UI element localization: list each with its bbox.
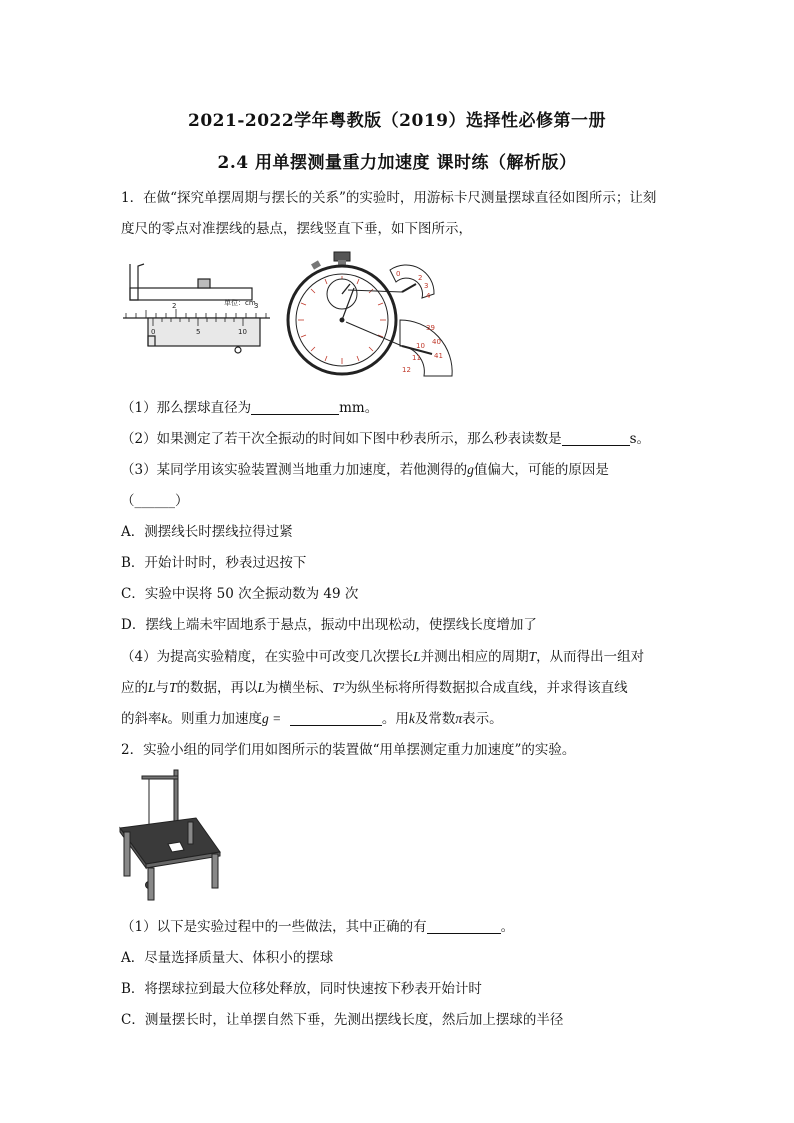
q1-option-b: B．开始计时时，秒表过迟按下 — [121, 555, 307, 571]
caliper-main-tick-3: 3 — [254, 302, 259, 310]
q1-part4-line2: 应的L与T的数据，再以L为横坐标、T²为纵坐标将所得数据拟合成直线，并求得该直线 — [121, 680, 628, 696]
q2-part1: （1）以下是实验过程中的一些做法，其中正确的有 。 — [121, 919, 515, 935]
q2-option-c: C．测量摆长时，让单摆自然下垂，先测出摆线长度，然后加上摆球的半径 — [121, 1012, 564, 1028]
q1-option-d: D．摆线上端未牢固地系于悬点，振动中出现松动，使摆线长度增加了 — [121, 617, 537, 633]
page-title: 2021-2022学年粤教版（2019）选择性必修第一册 — [188, 111, 606, 131]
stopwatch-small-tick-3: 3 — [424, 282, 429, 290]
q1-part1: （1）那么摆球直径为 mm。 — [121, 400, 379, 416]
q2-stem: 2．实验小组的同学们用如图所示的装置做“用单摆测定重力加速度”的实验。 — [121, 742, 576, 758]
stopwatch-large-tick-11: 11 — [412, 354, 421, 362]
q1-stem-line2: 度尺的零点对准摆线的悬点，摆线竖直下垂，如下图所示， — [121, 221, 472, 237]
q1-stem-line1: 1．在做“探究单摆周期与摆长的关系”的实验时，用游标卡尺测量摆球直径如图所示；让刻 — [121, 190, 657, 206]
q1-part3-line1: （3）某同学用该实验装置测当地重力加速度，若他测得的g值偏大，可能的原因是 — [121, 462, 609, 478]
q2-option-a: A．尽量选择质量大、体积小的摆球 — [121, 950, 334, 966]
q1-option-c: C．实验中误将 50 次全振动数为 49 次 — [121, 586, 359, 602]
caliper-vernier-tick-10: 10 — [238, 328, 247, 336]
caliper-unit-label: 单位：cm — [224, 299, 256, 307]
stopwatch-large-tick-10: 10 — [416, 342, 425, 350]
pendulum-table-figure — [118, 764, 222, 902]
q1-option-a: A．测摆线长时摆线拉得过紧 — [121, 524, 293, 540]
page-subtitle: 2.4 用单摆测量重力加速度 课时练（解析版） — [217, 153, 577, 173]
stopwatch-small-tick-2: 2 — [418, 274, 423, 282]
q1-part4-line1: （4）为提高实验精度，在实验中可改变几次摆长L并测出相应的周期T，从而得出一组对 — [121, 649, 645, 665]
q1-part2: （2）如果测定了若干次全振动的时间如下图中秒表所示，那么秒表读数是 s。 — [121, 431, 651, 447]
caliper-vernier-tick-5: 5 — [196, 328, 201, 336]
answer-blank-diameter[interactable] — [251, 400, 339, 415]
q1-part4-line3: 的斜率k。则重力加速度g = 。用k及常数π表示。 — [121, 711, 503, 727]
answer-blank-gravity[interactable] — [290, 711, 382, 726]
stopwatch-large-tick-12: 12 — [402, 366, 411, 374]
stopwatch-large-tick-40: 40 — [432, 338, 441, 346]
caliper-main-scale — [126, 309, 266, 318]
answer-blank-correct-options[interactable] — [427, 919, 501, 934]
caliper-vernier-tick-0: 0 — [151, 328, 156, 336]
q1-part3-bracket[interactable]: （______） — [121, 493, 189, 509]
answer-blank-stopwatch[interactable] — [562, 431, 630, 446]
stopwatch-large-tick-41: 41 — [434, 352, 443, 360]
q2-option-b: B．将摆球拉到最大位移处释放，同时快速按下秒表开始计时 — [121, 981, 482, 997]
caliper-main-tick-2: 2 — [172, 302, 177, 310]
vernier-caliper-figure — [120, 258, 276, 354]
stopwatch-small-tick-0: 0 — [396, 270, 401, 278]
stopwatch-figure — [284, 250, 456, 380]
stopwatch-large-tick-39: 39 — [426, 324, 435, 332]
stopwatch-small-tick-4: 4 — [426, 292, 431, 300]
